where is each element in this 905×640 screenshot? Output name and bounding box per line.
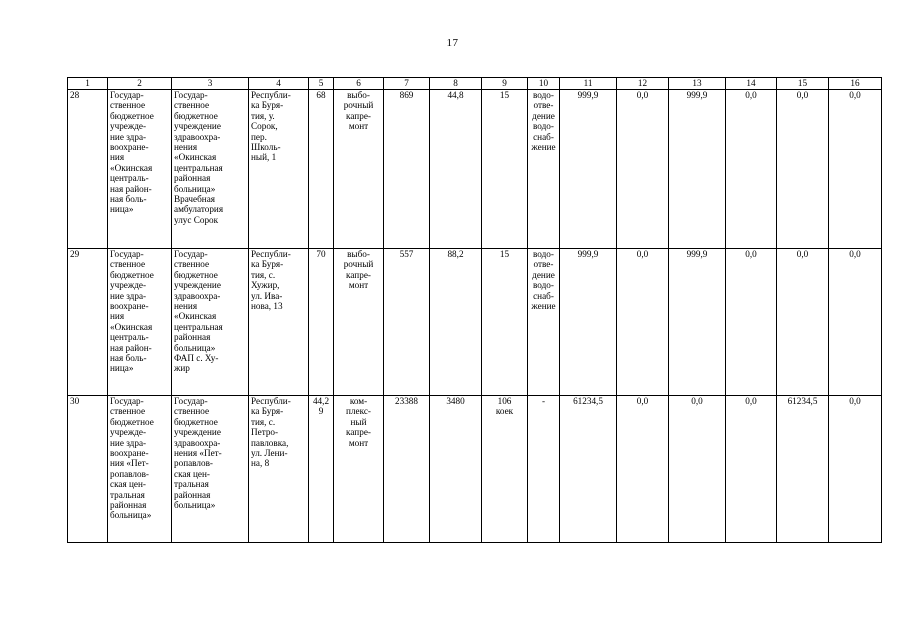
row-number: 29 — [68, 249, 108, 396]
header-cell: 4 — [249, 78, 309, 90]
value-cell: 44,8 — [430, 90, 482, 249]
value-cell: 0,0 — [777, 249, 829, 396]
header-cell: 1 — [68, 78, 108, 90]
page-number: 17 — [446, 37, 459, 49]
value-cell: 0,0 — [617, 90, 669, 249]
value-cell: 68 — [309, 90, 334, 249]
header-row — [68, 78, 882, 90]
header-cell: 13 — [669, 78, 726, 90]
header-cell: 16 — [829, 78, 882, 90]
work-type-cell: выбо- рочный капре- монт — [334, 90, 384, 249]
value-cell: 0,0 — [617, 396, 669, 543]
value-cell: 61234,5 — [560, 396, 617, 543]
value-cell: 0,0 — [726, 90, 777, 249]
value-cell: 0,0 — [829, 249, 882, 396]
table-row — [68, 249, 882, 396]
value-cell: 106 коек — [482, 396, 528, 543]
address-cell: Республи- ка Буря- тия, с. Хужир, ул. Ива- нова, 13 — [249, 249, 309, 396]
value-cell: 0,0 — [726, 396, 777, 543]
value-cell: 15 — [482, 90, 528, 249]
value-cell: 0,0 — [829, 90, 882, 249]
header-cell: 14 — [726, 78, 777, 90]
header-cell: 15 — [777, 78, 829, 90]
value-cell: 61234,5 — [777, 396, 829, 543]
value-cell: 88,2 — [430, 249, 482, 396]
value-cell: 999,9 — [560, 90, 617, 249]
header-cell: 2 — [108, 78, 172, 90]
recipient-cell: Государ- ственное бюджетное учрежде- ние здра- воохране- ния «Окинская централь- ная район- ная боль- ница» — [108, 90, 172, 249]
budget-table — [67, 77, 882, 543]
work-scope-cell: водо- отве- дение водо- снаб- жение — [528, 90, 560, 249]
recipient-cell: Государ- ственное бюджетное учрежде- ние здра- воохране- ния «Пет- ропавлов- ская цен- тральная районная больница» — [108, 396, 172, 543]
value-cell: 557 — [384, 249, 430, 396]
row-number: 30 — [68, 396, 108, 543]
header-cell: 6 — [334, 78, 384, 90]
value-cell: 3480 — [430, 396, 482, 543]
value-cell: 23388 — [384, 396, 430, 543]
header-cell: 12 — [617, 78, 669, 90]
table-row — [68, 90, 882, 249]
header-cell: 10 — [528, 78, 560, 90]
facility-cell: Государ- ственное бюджетное учреждение здравоохра- нения «Окинская центральная районная больница» ФАП с. Ху- жир — [172, 249, 249, 396]
address-cell: Республи- ка Буря- тия, у. Сорок, пер. Школь- ный, 1 — [249, 90, 309, 249]
value-cell: 0,0 — [829, 396, 882, 543]
value-cell: 999,9 — [669, 90, 726, 249]
table-row — [68, 396, 882, 543]
row-number: 28 — [68, 90, 108, 249]
work-type-cell: ком- плекс- ный капре- монт — [334, 396, 384, 543]
header-cell: 11 — [560, 78, 617, 90]
value-cell: 15 — [482, 249, 528, 396]
work-scope-cell: водо- отве- дение водо- снаб- жение — [528, 249, 560, 396]
header-cell: 9 — [482, 78, 528, 90]
value-cell: 0,0 — [726, 249, 777, 396]
facility-cell: Государ- ственное бюджетное учреждение здравоохра- нения «Пет- ропавлов- ская цен- тральная районная больница» — [172, 396, 249, 543]
work-type-cell: выбо- рочный капре- монт — [334, 249, 384, 396]
value-cell: 44,2 9 — [309, 396, 334, 543]
work-scope-cell: - — [528, 396, 560, 543]
value-cell: 70 — [309, 249, 334, 396]
facility-cell: Государ- ственное бюджетное учреждение здравоохра- нения «Окинская центральная районная больница» Врачебная амбулатория улус Сорок — [172, 90, 249, 249]
value-cell: 999,9 — [560, 249, 617, 396]
value-cell: 999,9 — [669, 249, 726, 396]
value-cell: 0,0 — [617, 249, 669, 396]
header-cell: 8 — [430, 78, 482, 90]
recipient-cell: Государ- ственное бюджетное учрежде- ние здра- воохране- ния «Окинская централь- ная район- ная боль- ница» — [108, 249, 172, 396]
header-cell: 5 — [309, 78, 334, 90]
address-cell: Республи- ка Буря- тия, с. Петро- павловка, ул. Лени- на, 8 — [249, 396, 309, 543]
value-cell: 0,0 — [669, 396, 726, 543]
value-cell: 869 — [384, 90, 430, 249]
value-cell: 0,0 — [777, 90, 829, 249]
header-cell: 7 — [384, 78, 430, 90]
header-cell: 3 — [172, 78, 249, 90]
